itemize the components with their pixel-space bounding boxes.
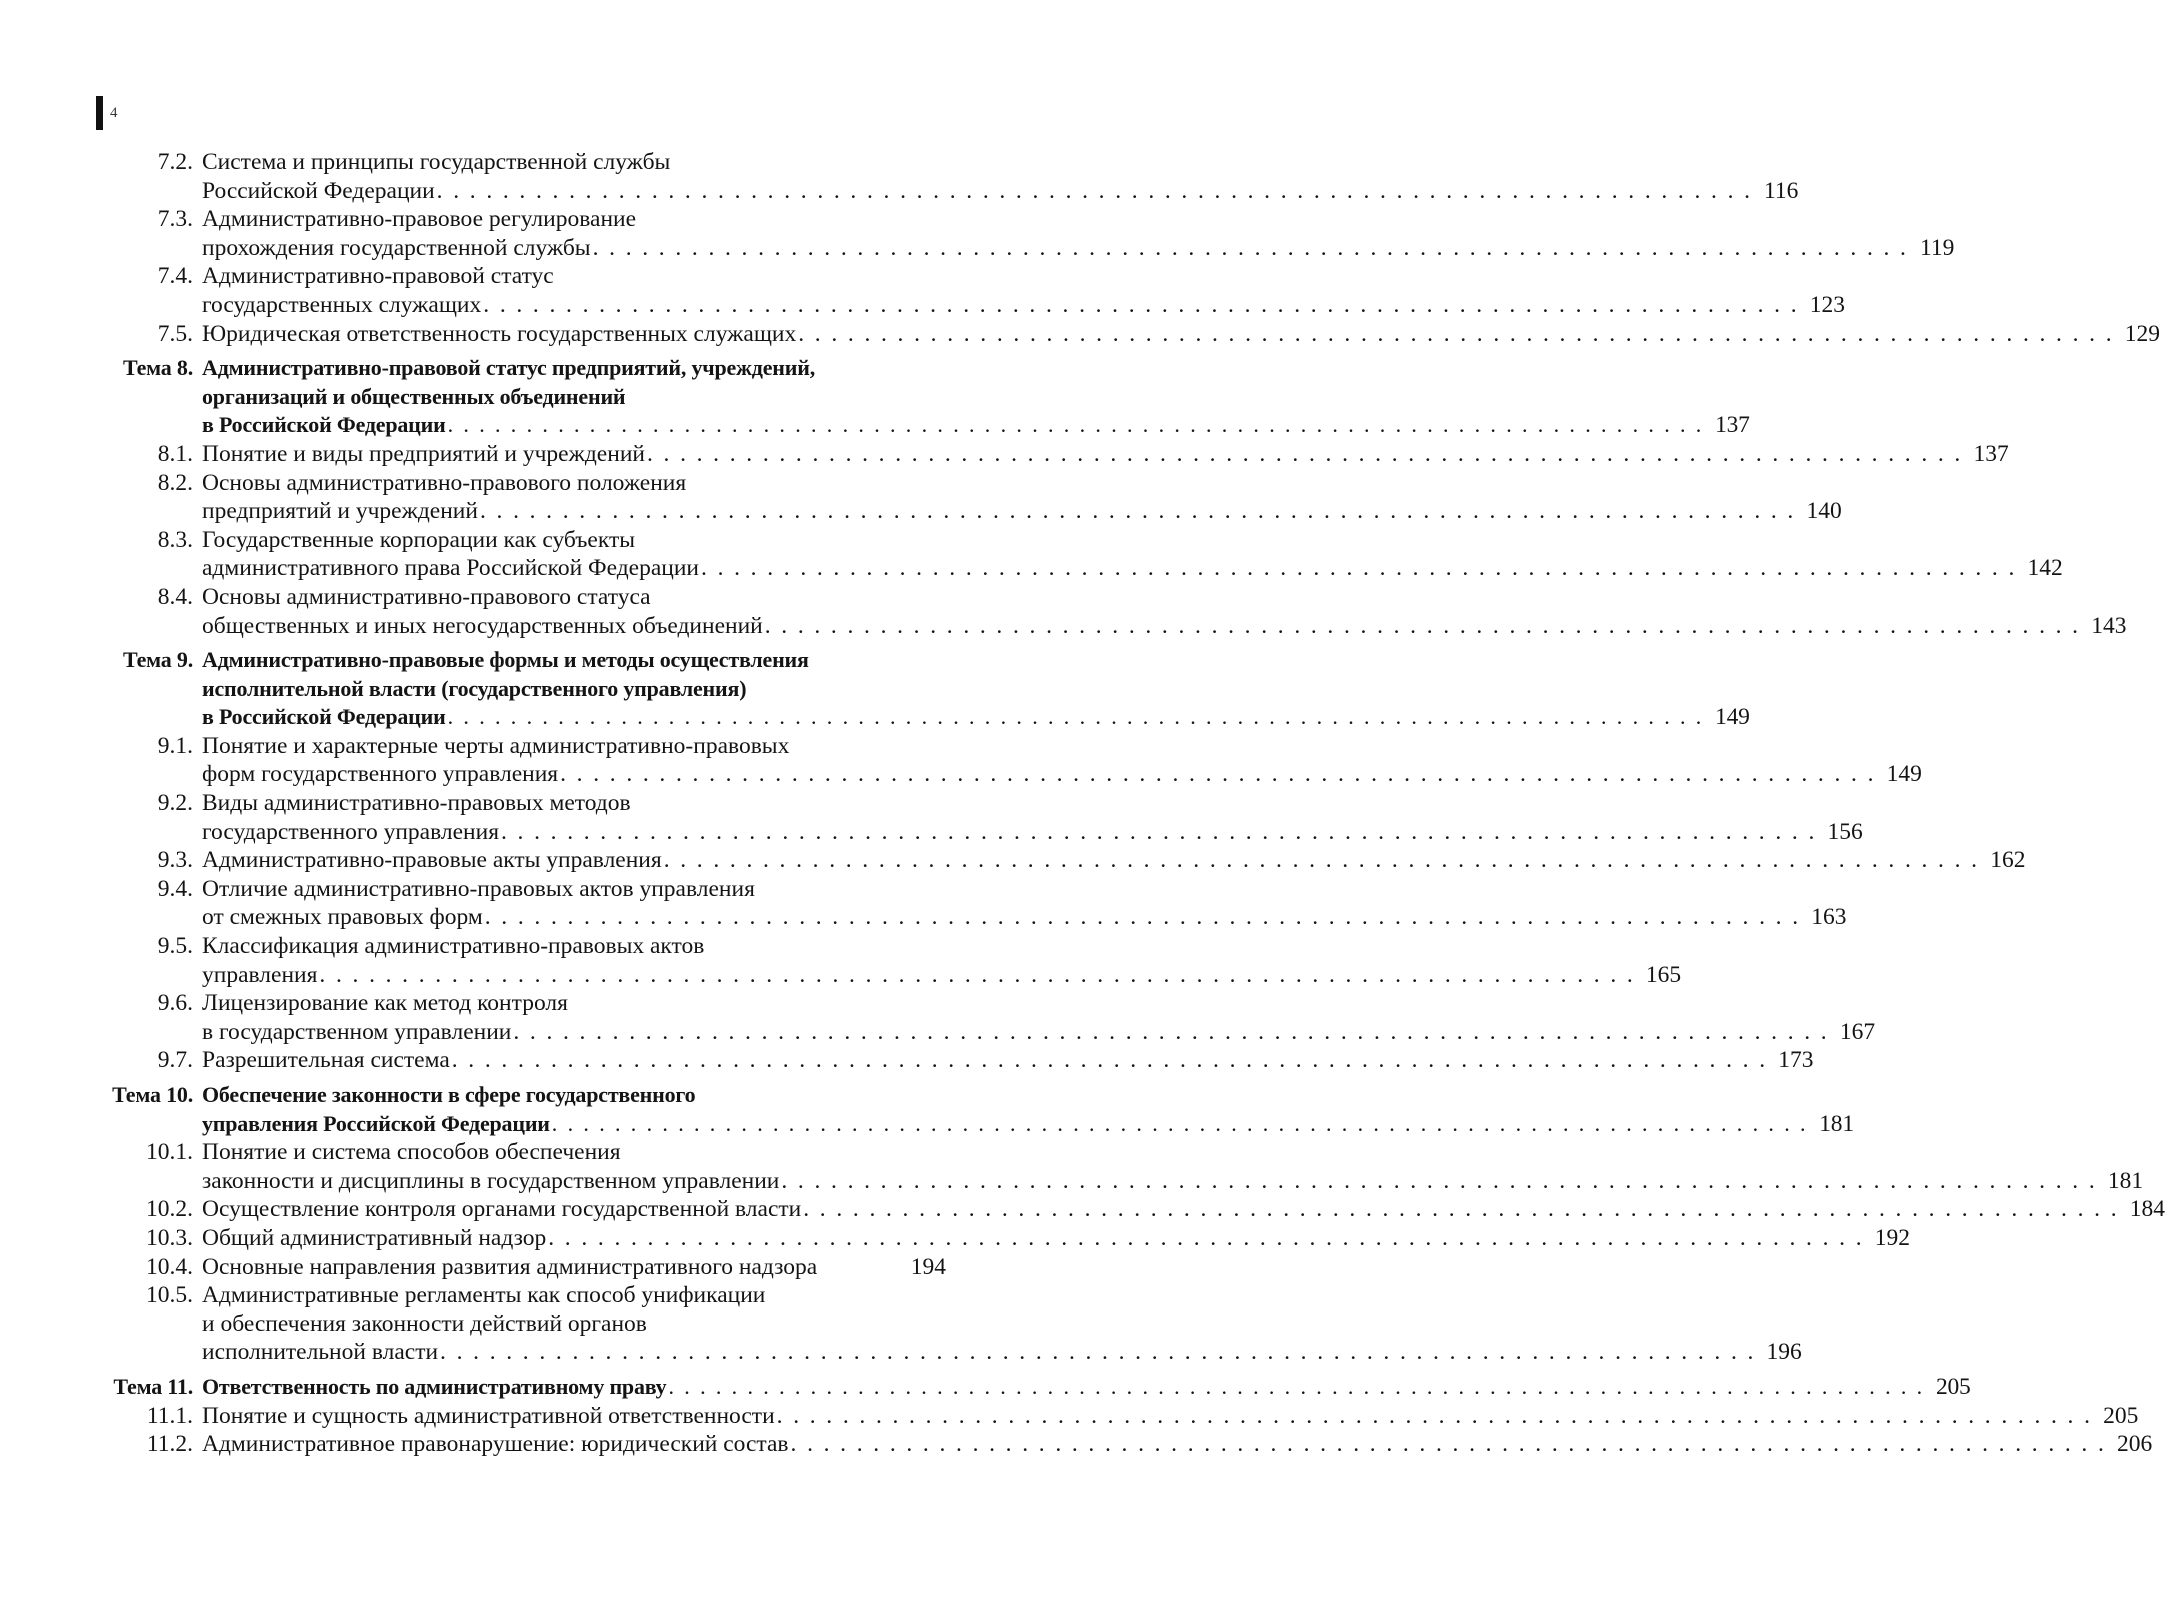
section-number: 7.3. <box>157 206 193 233</box>
toc-entry <box>96 469 1842 526</box>
dot-leader: . . . . . . . . . . . . . . . . . . . . . . . . . . . . . . . . . . . . . . . . . . . . . . . . . . . . . . . . . . . . . . . . . . . . . . . . . . . . . . . . <box>483 291 1799 318</box>
section-number: 7.4. <box>157 263 193 290</box>
page-ref: 140 <box>1806 498 1842 525</box>
dot-leader: . . . . . . . . . . . . . . . . . . . . . . . . . . . . . . . . . . . . . . . . . . . . . . . . . . . . . . . . . . . . . . . . . . . . . . . . . . . . . . . . <box>479 498 1796 525</box>
toc-line <box>96 1224 1910 1253</box>
toc-line <box>96 177 1799 206</box>
toc-line <box>96 1310 946 1339</box>
toc-line <box>96 497 1842 526</box>
dot-leader: . . . . . . . . . . . . . . . . . . . . . . . . . . . . . . . . . . . . . . . . . . . . . . . . . . . . . . . . . . . . . . . . . . . . . . . . . . . . . . . . <box>560 761 1876 788</box>
toc-entry <box>96 1138 2144 1195</box>
toc-entry <box>96 789 1863 846</box>
section-number: 9.6. <box>157 990 193 1017</box>
toc-line <box>96 354 946 383</box>
section-number: 7.2. <box>157 149 193 175</box>
section-number: 9.3. <box>157 847 193 874</box>
toc-chapter <box>96 646 1750 732</box>
toc-line <box>96 732 946 761</box>
toc-line <box>96 1081 946 1110</box>
toc-entry <box>96 1430 2153 1459</box>
chapter-title: Административно-правовой статус предприятий, учреждений, <box>202 355 816 381</box>
page-marker-bar <box>96 96 103 130</box>
dot-leader: . . . . . . . . . . . . . . . . . . . . . . . . . . . . . . . . . . . . . . . . . . . . . . . . . . . . . . . . . . . . . . . . . . . . . . . . . . . . . . . . <box>548 1224 1864 1251</box>
toc-line <box>96 932 946 961</box>
section-title: общественных и иных негосударственных объединений <box>202 612 763 639</box>
section-title: Юридическая ответственность государственных служащих <box>202 320 797 347</box>
section-title: Система и принципы государственной службы <box>202 149 671 175</box>
toc-entry <box>96 583 2127 640</box>
toc-line <box>96 205 946 234</box>
section-title: предприятий и учреждений <box>202 498 478 525</box>
toc-line <box>96 320 2160 349</box>
dot-leader: . . . . . . . . . . . . . . . . . . . . . . . . . . . . . . . . . . . . . . . . . . . . . . . . . . . . . . . . . . . . . . . . . . . . . . . . . . . . . . . . <box>436 177 1753 204</box>
toc-line <box>96 411 1750 440</box>
chapter-title: управления Российской Федерации <box>202 1110 550 1136</box>
page-ref: 119 <box>1919 234 1955 261</box>
toc-line <box>96 1338 1802 1367</box>
toc-line <box>96 789 946 818</box>
section-number: 9.2. <box>157 790 193 817</box>
toc-entry <box>96 1195 2165 1224</box>
toc-line <box>96 440 2009 469</box>
section-title: Основные направления развития административного надзора <box>202 1253 818 1280</box>
toc-line <box>96 675 946 704</box>
page-number: 4 <box>110 104 118 121</box>
section-title: Основы административно-правового положения <box>202 469 687 496</box>
section-title: в государственном управлении <box>202 1018 512 1045</box>
section-number: 10.3. <box>146 1224 193 1251</box>
page-ref: 137 <box>1715 412 1750 439</box>
section-title: государственного управления <box>202 818 499 845</box>
section-title: Понятие и характерные черты административно-правовых <box>202 732 790 759</box>
toc-chapter <box>96 1081 1854 1138</box>
section-number: 11.1. <box>146 1402 193 1429</box>
section-title: управления <box>202 961 318 988</box>
section-title: и обеспечения законности действий органов <box>202 1310 647 1337</box>
toc-line <box>96 583 946 612</box>
dot-leader: . . . . . . . . . . . . . . . . . . . . . . . . . . . . . . . . . . . . . . . . . . . . . . . . . . . . . . . . . . . . . . . . . . . . . . . . . . . . . . . . <box>447 704 1704 730</box>
section-number: 10.2. <box>146 1196 193 1223</box>
toc-entry <box>96 148 1799 205</box>
toc-entry <box>96 262 1845 319</box>
section-title: Административные регламенты как способ унификации <box>202 1282 766 1309</box>
page-ref: 196 <box>1766 1339 1802 1366</box>
dot-leader: . . . . . . . . . . . . . . . . . . . . . . . . . . . . . . . . . . . . . . . . . . . . . . . . . . . . . . . . . . . . . . . . . . . . . . . . . . . . . . . . <box>484 904 1801 931</box>
section-title: Классификация административно-правовых актов <box>202 933 705 960</box>
chapter-title: Административно-правовые формы и методы осуществления <box>202 647 809 673</box>
toc-entry <box>96 1046 1814 1075</box>
toc-entry <box>96 526 2063 583</box>
section-title: Государственные корпорации как субъекты <box>202 526 636 553</box>
toc-line <box>96 875 946 904</box>
toc-chapter <box>96 1373 1971 1402</box>
toc-line <box>96 1281 946 1310</box>
chapter-number: Тема 10. <box>112 1082 193 1107</box>
toc-entry <box>96 440 2009 469</box>
toc-line <box>96 1110 1854 1139</box>
toc-entry <box>96 875 1847 932</box>
section-number: 9.4. <box>157 875 193 902</box>
dot-leader: . . . . . . . . . . . . . . . . . . . . . . . . . . . . . . . . . . . . . . . . . . . . . . . . . . . . . . . . . . . . . . . . . . . . . . . . . . . . . . . . <box>663 847 1980 874</box>
page-ref: 142 <box>2027 555 2063 582</box>
page-ref: 181 <box>2107 1167 2144 1194</box>
page-ref: 167 <box>1839 1018 1876 1045</box>
page-ref: 149 <box>1886 761 1922 788</box>
section-number: 9.1. <box>157 732 193 759</box>
toc-entry <box>96 989 1876 1046</box>
dot-leader: . . . . . . . . . . . . . . . . . . . . . . . . . . . . . . . . . . . . . . . . . . . . . . . . . . . . . . . . . . . . . . . . . . . . . . . . . . . . . . . . <box>551 1110 1808 1136</box>
page-ref: 137 <box>1973 440 2009 467</box>
toc-line <box>96 646 946 675</box>
section-title: Понятие и система способов обеспечения <box>202 1139 621 1166</box>
section-title: Понятие и сущность административной ответственности <box>202 1402 775 1429</box>
section-title: Административно-правовой статус <box>202 263 554 290</box>
section-title: Разрешительная система <box>202 1047 450 1074</box>
dot-leader: . . . . . . . . . . . . . . . . . . . . . . . . . . . . . . . . . . . . . . . . . . . . . . . . . . . . . . . . . . . . . . . . . . . . . . . . . . . . . . . . <box>513 1018 1830 1045</box>
toc-line <box>96 1018 1876 1047</box>
dot-leader: . . . . . . . . . . . . . . . . . . . . . . . . . . . . . . . . . . . . . . . . . . . . . . . . . . . . . . . . . . . . . . . . . . . . . . . . . . . . . . . . <box>501 818 1817 845</box>
section-number: 11.2. <box>146 1431 193 1458</box>
toc-entry <box>96 205 1955 262</box>
dot-leader <box>819 1253 900 1282</box>
toc-line <box>96 1138 946 1167</box>
dot-leader: . . . . . . . . . . . . . . . . . . . . . . . . . . . . . . . . . . . . . . . . . . . . . . . . . . . . . . . . . . . . . . . . . . . . . . . . . . . . . . . . <box>646 440 1963 467</box>
toc-line <box>96 1167 2144 1196</box>
page-ref: 143 <box>2091 612 2127 639</box>
toc-line <box>96 1373 1971 1402</box>
chapter-title: Обеспечение законности в сфере государственного <box>202 1082 696 1107</box>
toc-line <box>96 1253 946 1282</box>
section-title: Понятие и виды предприятий и учреждений <box>202 440 645 467</box>
section-number: 8.1. <box>157 440 193 467</box>
toc-line <box>96 554 2063 583</box>
toc-line <box>96 262 946 291</box>
dot-leader: . . . . . . . . . . . . . . . . . . . . . . . . . . . . . . . . . . . . . . . . . . . . . . . . . . . . . . . . . . . . . . . . . . . . . . . . . . . . . . . . <box>764 612 2081 639</box>
section-title: Осуществление контроля органами государственной власти <box>202 1196 802 1223</box>
page-ref: 129 <box>2124 320 2160 347</box>
dot-leader: . . . . . . . . . . . . . . . . . . . . . . . . . . . . . . . . . . . . . . . . . . . . . . . . . . . . . . . . . . . . . . . . . . . . . . . . . . . . . . . . <box>447 412 1704 438</box>
toc-line <box>96 469 946 498</box>
page-number-block <box>96 96 118 130</box>
toc-line <box>96 903 1847 932</box>
toc-entry <box>96 1402 2139 1431</box>
section-title: прохождения государственной службы <box>202 234 591 261</box>
page-ref: 163 <box>1811 904 1847 931</box>
chapter-number: Тема 8. <box>122 355 193 381</box>
section-title: Административно-правовые акты управления <box>202 847 662 874</box>
section-number: 10.4. <box>146 1253 193 1280</box>
section-title: от смежных правовых форм <box>202 904 483 931</box>
page-ref: 194 <box>910 1253 946 1280</box>
toc-entry <box>96 1253 946 1282</box>
section-number: 8.3. <box>157 526 193 553</box>
toc-line <box>96 760 1922 789</box>
page-ref: 173 <box>1778 1047 1814 1074</box>
page-ref: 205 <box>2103 1402 2139 1429</box>
toc-line <box>96 234 1955 263</box>
dot-leader: . . . . . . . . . . . . . . . . . . . . . . . . . . . . . . . . . . . . . . . . . . . . . . . . . . . . . . . . . . . . . . . . . . . . . . . . . . . . . . . . <box>319 961 1636 988</box>
section-title: административного права Российской Федерации <box>202 555 700 582</box>
section-title: Административно-правовое регулирование <box>202 206 637 233</box>
dot-leader: . . . . . . . . . . . . . . . . . . . . . . . . . . . . . . . . . . . . . . . . . . . . . . . . . . . . . . . . . . . . . . . . . . . . . . . . . . . . . . . . <box>440 1339 1756 1366</box>
toc-chapter <box>96 354 1750 440</box>
dot-leader: . . . . . . . . . . . . . . . . . . . . . . . . . . . . . . . . . . . . . . . . . . . . . . . . . . . . . . . . . . . . . . . . . . . . . . . . . . . . . . . . <box>803 1196 2119 1223</box>
page-ref: 162 <box>1990 847 2026 874</box>
page-ref: 116 <box>1764 177 1799 204</box>
dot-leader: . . . . . . . . . . . . . . . . . . . . . . . . . . . . . . . . . . . . . . . . . . . . . . . . . . . . . . . . . . . . . . . . . . . . . . . . . . . . . . . . <box>668 1373 1925 1399</box>
section-title: Виды административно-правовых методов <box>202 790 631 817</box>
chapter-title: Ответственность по административному праву <box>202 1373 667 1399</box>
dot-leader: . . . . . . . . . . . . . . . . . . . . . . . . . . . . . . . . . . . . . . . . . . . . . . . . . . . . . . . . . . . . . . . . . . . . . . . . . . . . . . . . <box>592 234 1909 261</box>
section-title: Российской Федерации <box>202 177 435 204</box>
section-title: законности и дисциплины в государственном управлении <box>202 1167 780 1194</box>
chapter-title: организаций и общественных объединений <box>202 383 626 409</box>
chapter-title: в Российской Федерации <box>202 704 446 730</box>
section-number: 7.5. <box>157 320 193 347</box>
page-ref: 205 <box>1935 1373 1971 1400</box>
toc-entry <box>96 932 1682 989</box>
dot-leader: . . . . . . . . . . . . . . . . . . . . . . . . . . . . . . . . . . . . . . . . . . . . . . . . . . . . . . . . . . . . . . . . . . . . . . . . . . . . . . . . <box>701 555 2017 582</box>
chapter-number: Тема 11. <box>113 1373 193 1399</box>
table-of-contents <box>96 148 2165 1459</box>
toc-line <box>96 846 2026 875</box>
section-number: 10.1. <box>146 1139 193 1166</box>
toc-line <box>96 383 946 412</box>
toc-entry <box>96 732 1922 789</box>
dot-leader: . . . . . . . . . . . . . . . . . . . . . . . . . . . . . . . . . . . . . . . . . . . . . . . . . . . . . . . . . . . . . . . . . . . . . . . . . . . . . . . . <box>798 320 2114 347</box>
toc-entry <box>96 1281 1802 1367</box>
page-ref: 123 <box>1809 291 1845 318</box>
section-number: 9.5. <box>157 933 193 960</box>
section-title: Основы административно-правового статуса <box>202 583 651 610</box>
page-ref: 181 <box>1819 1110 1854 1137</box>
toc-line <box>96 818 1863 847</box>
chapter-number: Тема 9. <box>122 647 193 673</box>
section-title: Лицензирование как метод контроля <box>202 990 568 1017</box>
toc-entry <box>96 1224 1910 1253</box>
toc-line <box>96 1430 2153 1459</box>
section-number: 8.4. <box>157 583 193 610</box>
page-ref: 149 <box>1715 704 1750 731</box>
toc-entry <box>96 846 2026 875</box>
toc-entry <box>96 320 2160 349</box>
dot-leader: . . . . . . . . . . . . . . . . . . . . . . . . . . . . . . . . . . . . . . . . . . . . . . . . . . . . . . . . . . . . . . . . . . . . . . . . . . . . . . . . <box>776 1402 2093 1429</box>
toc-line <box>96 526 946 555</box>
section-title: исполнительной власти <box>202 1339 439 1366</box>
chapter-title: исполнительной власти (государственного управления) <box>202 675 747 701</box>
section-title: Отличие административно-правовых актов управления <box>202 875 755 902</box>
chapter-title: в Российской Федерации <box>202 412 446 438</box>
dot-leader: . . . . . . . . . . . . . . . . . . . . . . . . . . . . . . . . . . . . . . . . . . . . . . . . . . . . . . . . . . . . . . . . . . . . . . . . . . . . . . . . <box>451 1047 1768 1074</box>
section-title: Общий административный надзор <box>202 1224 547 1251</box>
toc-line <box>96 703 1750 732</box>
page-ref: 184 <box>2129 1196 2165 1223</box>
toc-line <box>96 1046 1814 1075</box>
section-title: форм государственного управления <box>202 761 559 788</box>
section-number: 9.7. <box>157 1047 193 1074</box>
section-title: Административное правонарушение: юридический состав <box>202 1431 789 1458</box>
page-ref: 156 <box>1827 818 1863 845</box>
toc-line <box>96 148 946 177</box>
toc-line <box>96 612 2127 641</box>
toc-line <box>96 1195 2165 1224</box>
section-title: государственных служащих <box>202 291 482 318</box>
section-number: 8.2. <box>157 469 193 496</box>
toc-line <box>96 989 946 1018</box>
page-ref: 165 <box>1645 961 1682 988</box>
page-ref: 192 <box>1874 1224 1910 1251</box>
dot-leader: . . . . . . . . . . . . . . . . . . . . . . . . . . . . . . . . . . . . . . . . . . . . . . . . . . . . . . . . . . . . . . . . . . . . . . . . . . . . . . . . <box>781 1167 2098 1194</box>
toc-line <box>96 1402 2139 1431</box>
toc-line <box>96 961 1682 990</box>
section-number: 10.5. <box>146 1282 193 1309</box>
page-ref: 206 <box>2117 1431 2153 1458</box>
dot-leader: . . . . . . . . . . . . . . . . . . . . . . . . . . . . . . . . . . . . . . . . . . . . . . . . . . . . . . . . . . . . . . . . . . . . . . . . . . . . . . . . <box>790 1431 2107 1458</box>
toc-line <box>96 291 1845 320</box>
